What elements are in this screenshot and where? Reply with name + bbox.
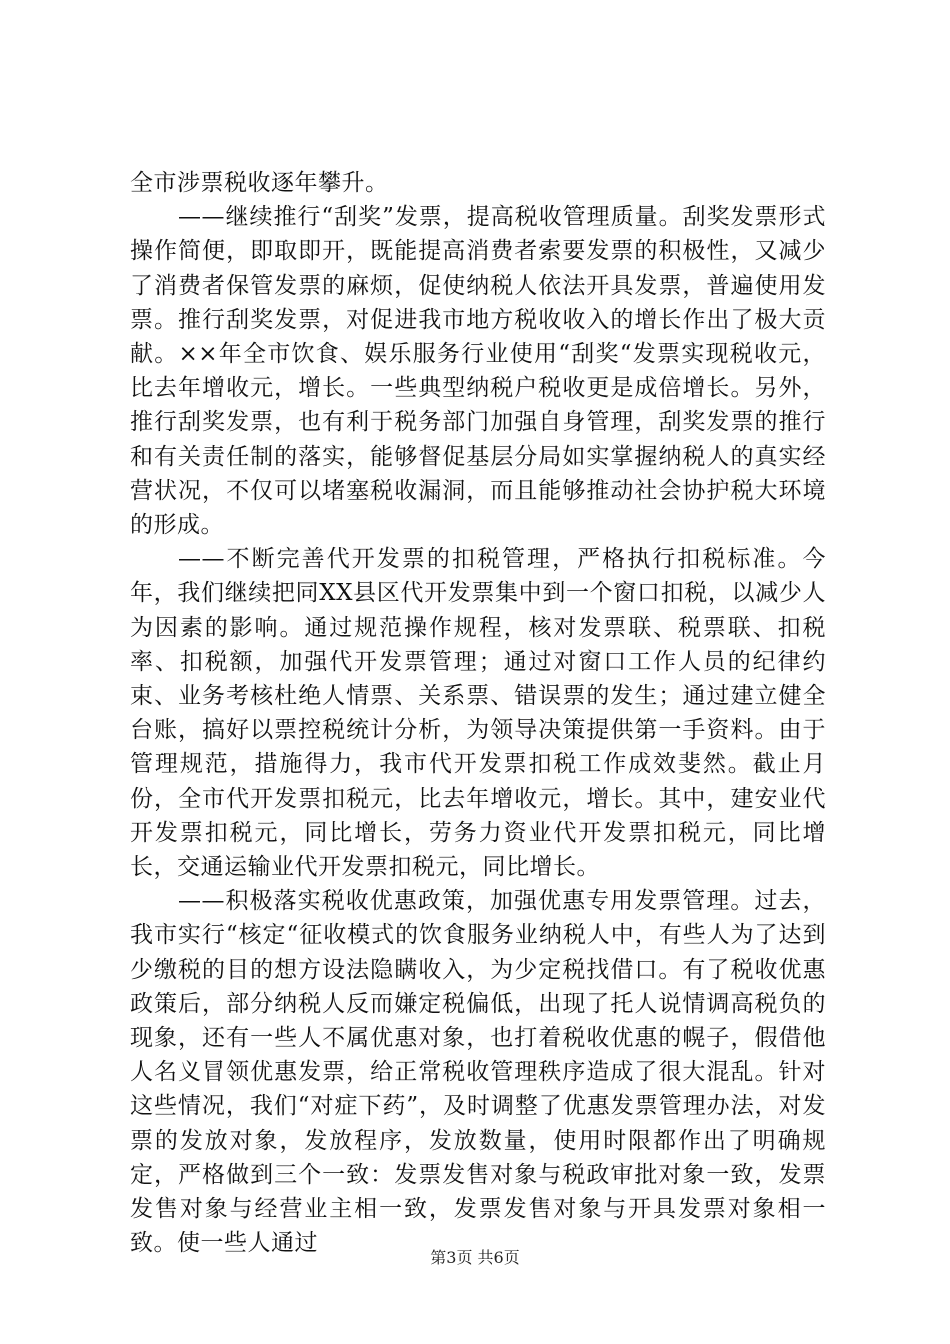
- paragraph-withholding-tax: ——不断完善代开发票的扣税管理，严格执行扣税标准。今年，我们继续把同XX县区代开发票集中到一个窗口扣税，以减少人为因素的影响。通过规范操作规程，核对发票联、税票联、扣税率、扣税额，加强代开发票管理；通过对窗口工作人员的纪律约束、业务考核杜绝人情票、关系票、错误票的发生；通过建立健全台账，搞好以票控税统计分析，为领导决策提供第一手资料。由于管理规范，措施得力，我市代开发票扣税工作成效斐然。截止月份，全市代开发票扣税元，比去年增收元，增长。其中，建安业代开发票扣税元，同比增长，劳务力资业代开发票扣税元，同比增长，交通运输业代开发票扣税元，同比增长。: [130, 546, 826, 881]
- page-footer: 第3页 共6页: [430, 1248, 520, 1267]
- paragraph-continuation: 全市涉票税收逐年攀升。: [130, 170, 389, 196]
- paragraph-scratch-invoice: ——继续推行“刮奖”发票，提高税收管理质量。刮奖发票形式操作简便，即取即开，既能提高消费者索要发票的积极性，又减少了消费者保管发票的麻烦，促使纳税人依法开具发票，普遍使用发票。推行刮奖发票，对促进我市地方税收收入的增长作出了极大贡献。××年全市饮食、娱乐服务行业使用“刮奖“发票实现税收元，比去年增收元，增长。一些典型纳税户税收更是成倍增长。另外，推行刮奖发票，也有利于税务部门加强自身管理，刮奖发票的推行和有关责任制的落实，能够督促基层分局如实掌握纳税人的真实经营状况，不仅可以堵塞税收漏洞，而且能够推动社会协护税大环境的形成。: [130, 204, 826, 539]
- paragraph-tax-preference: ——积极落实税收优惠政策，加强优惠专用发票管理。过去，我市实行“核定“征收模式的饮食服务业纳税人中，有些人为了达到少缴税的目的想方设法隐瞒收入，为少定税找借口。有了税收优惠政策后，部分纳税人反而嫌定税偏低，出现了托人说情调高税负的现象，还有一些人不属优惠对象，也打着税收优惠的幌子，假借他人名义冒领优惠发票，给正常税收管理秩序造成了很大混乱。针对这些情况，我们“对症下药”，及时调整了优惠发票管理办法，对发票的发放对象，发放程序，发放数量，使用时限都作出了明确规定，严格做到三个一致：发票发售对象与税政审批对象一致，发票发售对象与经营业主相一致，发票发售对象与开具发票对象相一致。使一些人通过: [130, 888, 826, 1257]
- body-text: [130, 166, 826, 1261]
